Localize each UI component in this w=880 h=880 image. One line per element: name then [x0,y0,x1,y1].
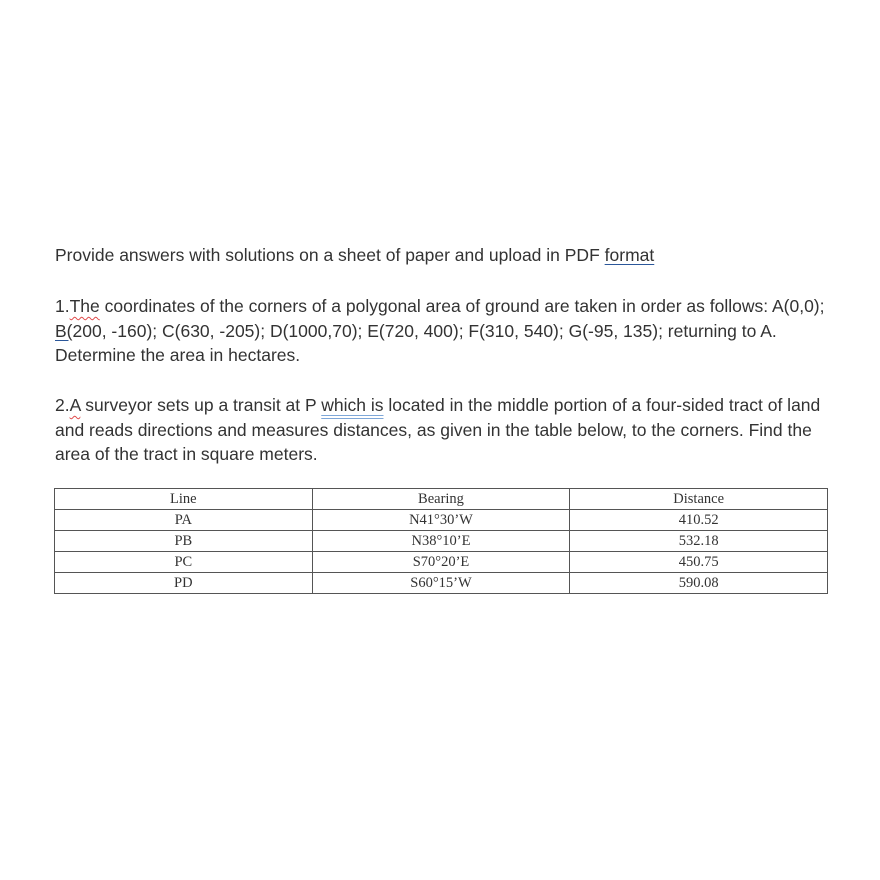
table-row [55,510,828,531]
cell-distance: 450.75 [570,552,828,573]
header-bearing: Bearing [312,489,570,510]
survey-table [54,488,828,594]
cell-bearing: N38°10’E [312,531,570,552]
cell-distance: 532.18 [570,531,828,552]
question-2-text-a: surveyor sets up a transit at P [80,395,322,415]
question-1-b-word: B( [55,320,73,341]
question-1-text-a: coordinates of the corners of a polygonal area of ground are taken in order as follows: A(0,0); [99,296,825,316]
table-row [55,573,828,594]
instruction-paragraph [55,243,825,268]
cell-distance: 590.08 [570,573,828,594]
table-header-row [55,489,828,510]
table-row [55,531,828,552]
cell-bearing: S60°15’W [312,573,570,594]
header-line: Line [55,489,313,510]
question-1-number: 1. [55,296,70,316]
cell-line: PD [55,573,313,594]
cell-distance: 410.52 [570,510,828,531]
question-2-flag-phrase: which is [321,395,384,415]
question-2-text-b: located in the middle portion of a four-sided tract of land and reads directions and measures distances, as given in the table below, to the corners. Find the area of the tract in square meters. [55,395,821,464]
format-word: format [604,245,655,265]
question-1-paragraph [55,294,825,368]
cell-bearing: S70°20’E [312,552,570,573]
cell-line: PA [55,510,313,531]
question-2-first-word: A [69,395,81,415]
cell-line: PC [55,552,313,573]
question-2-paragraph [55,393,825,467]
cell-bearing: N41°30’W [312,510,570,531]
header-distance: Distance [570,489,828,510]
instruction-text: Provide answers with solutions on a sheet of paper and upload in PDF [55,245,605,265]
cell-line: PB [55,531,313,552]
question-2-number: 2. [55,395,70,415]
question-1-first-word: The [69,296,100,316]
question-1-text-b: 200, -160); C(630, -205); D(1000,70); E(720, 400); F(310, 540); G(-95, 135); returning to A. Determine the area in hectares. [55,320,777,365]
table-row [55,552,828,573]
